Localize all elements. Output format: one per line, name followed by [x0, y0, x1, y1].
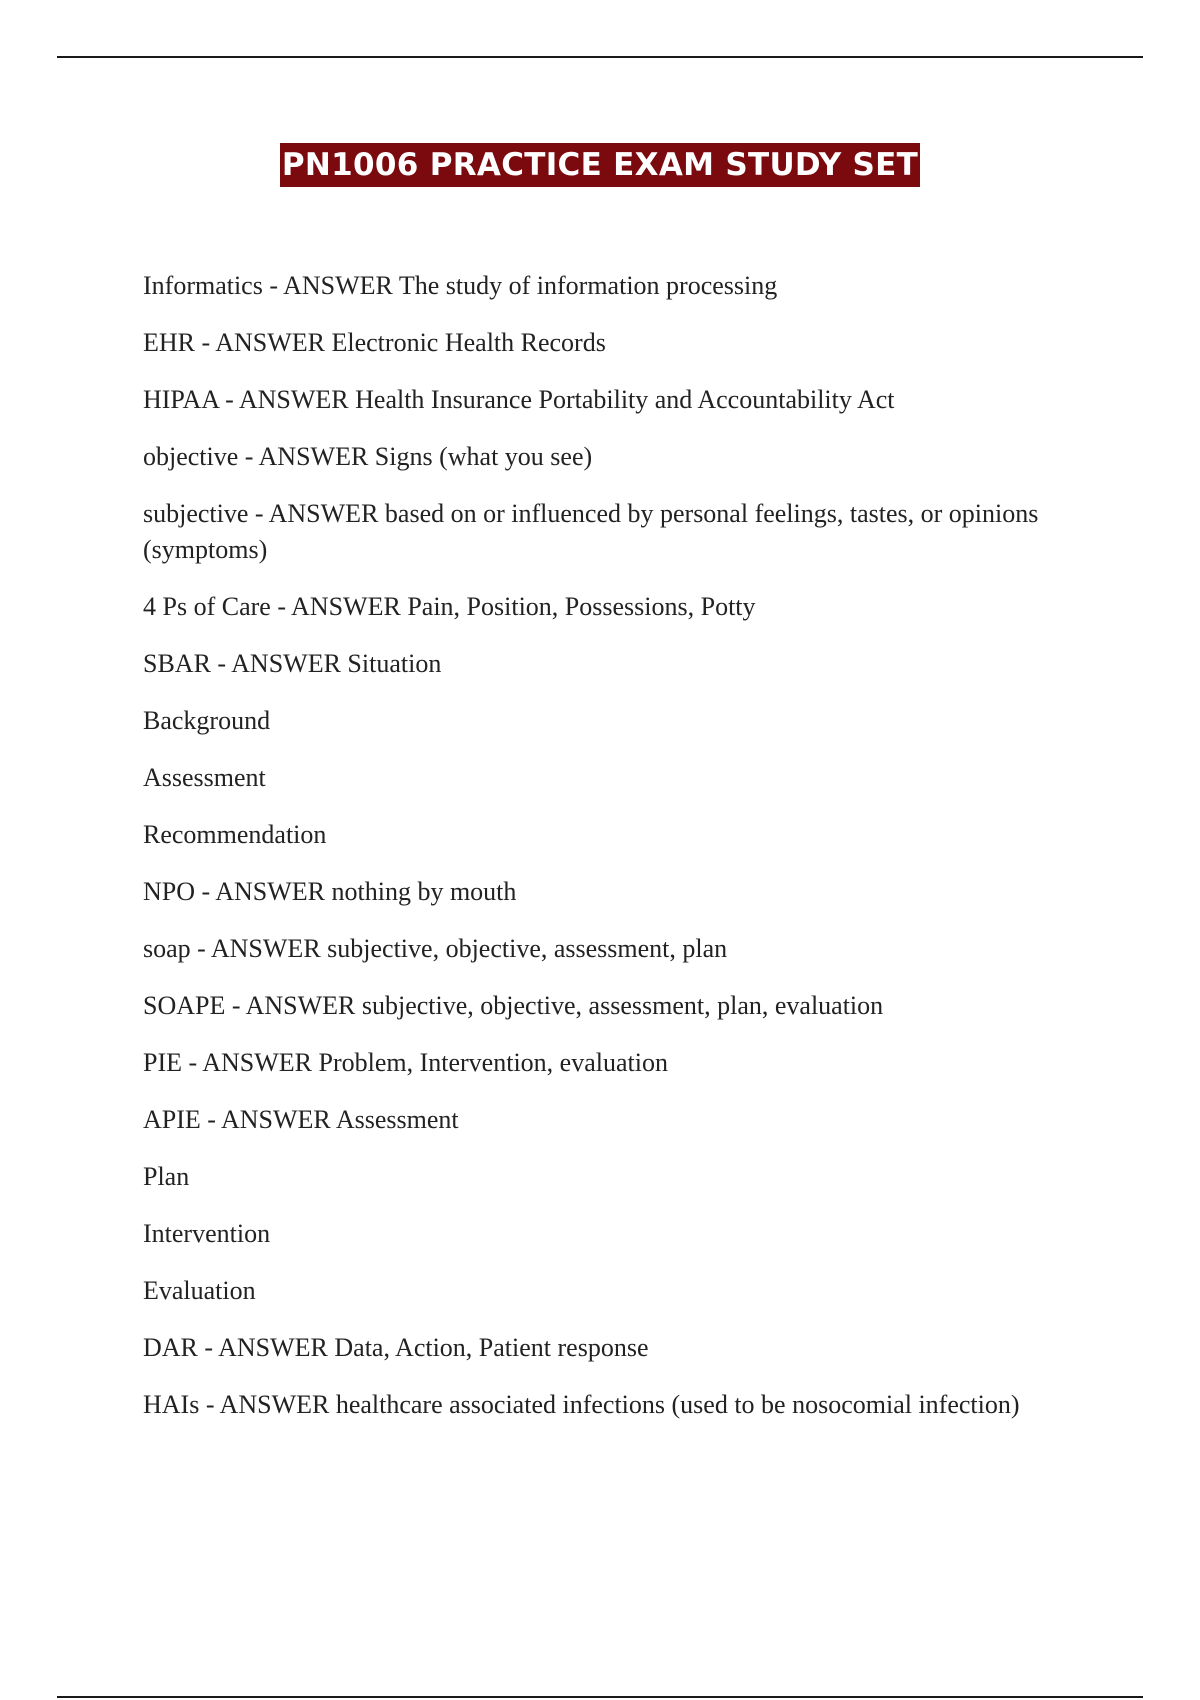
entry-sbar-recommendation: Recommendation — [143, 820, 327, 849]
entry-hais: HAIs - ANSWER healthcare associated infections (used to be nosocomial infection) — [143, 1390, 1020, 1419]
entry-soap: soap - ANSWER subjective, objective, assessment, plan — [143, 934, 728, 963]
entry-4-ps-of-care: 4 Ps of Care - ANSWER Pain, Position, Possessions, Potty — [143, 592, 756, 621]
entry-sbar-background: Background — [143, 706, 271, 735]
entry-apie-plan: Plan — [143, 1162, 190, 1191]
entry-ehr: EHR - ANSWER Electronic Health Records — [143, 328, 606, 357]
entry-sbar: SBAR - ANSWER Situation — [143, 649, 442, 678]
entry-apie-evaluation: Evaluation — [143, 1276, 256, 1305]
entry-subjective: subjective - ANSWER based on or influenced by personal feelings, tastes, or opinions (symptoms) — [143, 499, 1039, 564]
document-title: PN1006 PRACTICE EXAM STUDY SET — [280, 143, 920, 187]
entry-npo: NPO - ANSWER nothing by mouth — [143, 877, 517, 906]
title-container — [0, 143, 1200, 187]
footer-rule — [57, 1696, 1143, 1698]
entry-soape: SOAPE - ANSWER subjective, objective, assessment, plan, evaluation — [143, 991, 884, 1020]
entry-apie-intervention: Intervention — [143, 1219, 271, 1248]
header-rule — [57, 56, 1143, 58]
study-entries — [143, 268, 1043, 1444]
entry-informatics: Informatics - ANSWER The study of information processing — [143, 271, 778, 300]
entry-objective: objective - ANSWER Signs (what you see) — [143, 442, 593, 471]
entry-pie: PIE - ANSWER Problem, Intervention, evaluation — [143, 1048, 668, 1077]
entry-dar: DAR - ANSWER Data, Action, Patient response — [143, 1333, 649, 1362]
entry-hipaa: HIPAA - ANSWER Health Insurance Portability and Accountability Act — [143, 385, 895, 414]
entry-sbar-assessment: Assessment — [143, 763, 266, 792]
entry-apie: APIE - ANSWER Assessment — [143, 1105, 459, 1134]
